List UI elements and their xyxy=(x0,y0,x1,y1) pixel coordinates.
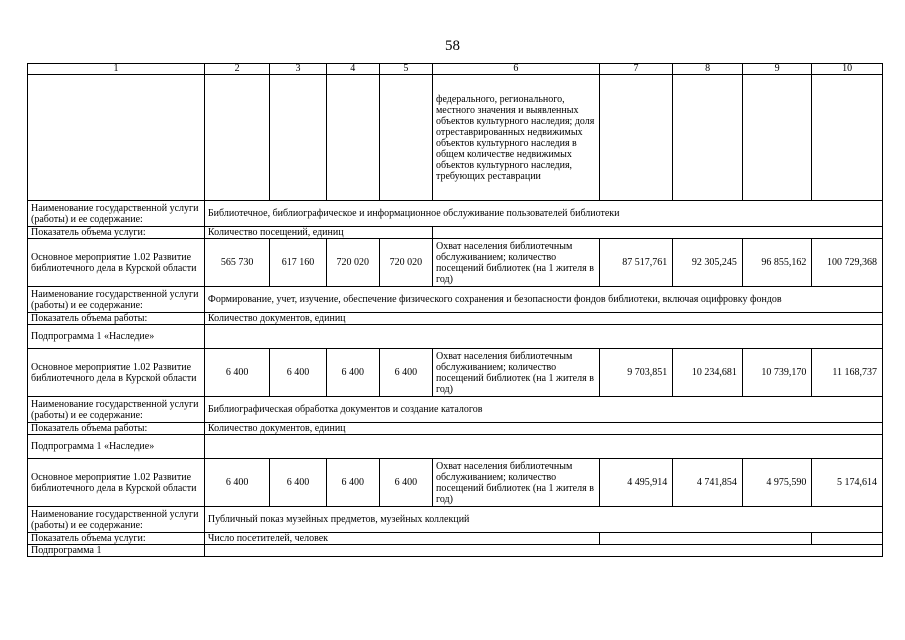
value-cell: 6 400 xyxy=(270,349,326,397)
value-cell: 617 160 xyxy=(270,239,326,287)
value-cell: 96 855,162 xyxy=(742,239,812,287)
value-cell: 9 703,851 xyxy=(599,349,673,397)
service-row xyxy=(28,397,883,423)
value-cell: 6 400 xyxy=(204,459,269,507)
service-name: Библиографическая обработка документов и создание каталогов xyxy=(204,397,882,423)
subprogram-row xyxy=(28,435,883,459)
event-label: Основное мероприятие 1.02 Развитие библиотечного дела в Курской области xyxy=(28,349,205,397)
indicator-value: Количество документов, единиц xyxy=(204,423,882,435)
indicator-value: Число посетителей, человек xyxy=(204,533,599,545)
value-cell: 11 168,737 xyxy=(812,349,883,397)
event-label: Основное мероприятие 1.02 Развитие библиотечного дела в Курской области xyxy=(28,459,205,507)
value-cell: 720 020 xyxy=(379,239,432,287)
indicator-label: Показатель объема услуги: xyxy=(28,227,205,239)
service-name: Библиотечное, библиографическое и информационное обслуживание пользователей библиотеки xyxy=(204,201,882,227)
service-row xyxy=(28,507,883,533)
column-header: 5 xyxy=(379,64,432,75)
column-header: 6 xyxy=(432,64,599,75)
value-cell: 10 739,170 xyxy=(742,349,812,397)
event-row xyxy=(28,239,883,287)
indicator-value: Количество документов, единиц xyxy=(204,313,882,325)
value-cell: 4 495,914 xyxy=(599,459,673,507)
value-cell: 6 400 xyxy=(379,349,432,397)
column-header: 8 xyxy=(673,64,743,75)
event-row xyxy=(28,349,883,397)
column-header: 2 xyxy=(204,64,269,75)
value-cell: 6 400 xyxy=(270,459,326,507)
indicator-row xyxy=(28,423,883,435)
service-row xyxy=(28,287,883,313)
measure-text: Охват населения библиотечным обслуживанием; количество посещений библиотек (на 1 жителя в год) xyxy=(432,349,599,397)
column-header: 7 xyxy=(599,64,673,75)
column-header: 1 xyxy=(28,64,205,75)
service-label: Наименование государственной услуги (работы) и ее содержание: xyxy=(28,287,205,313)
indicator-row xyxy=(28,313,883,325)
column-header: 10 xyxy=(812,64,883,75)
indicator-row xyxy=(28,227,883,239)
state-task-table xyxy=(27,63,883,557)
column-header: 3 xyxy=(270,64,326,75)
value-cell: 6 400 xyxy=(204,349,269,397)
service-row xyxy=(28,201,883,227)
page-number: 58 xyxy=(445,38,460,54)
event-row xyxy=(28,459,883,507)
column-header: 4 xyxy=(326,64,379,75)
subprogram-label: Подпрограмма 1 «Наследие» xyxy=(28,325,205,349)
service-name: Формирование, учет, изучение, обеспечение физического сохранения и безопасности фондов библиотеки, включая оцифровку фондов xyxy=(204,287,882,313)
subprogram-label: Подпрограмма 1 «Наследие» xyxy=(28,435,205,459)
value-cell: 92 305,245 xyxy=(673,239,743,287)
indicator-label: Показатель объема работы: xyxy=(28,313,205,325)
continuation-row xyxy=(28,75,883,201)
indicator-label: Показатель объема услуги: xyxy=(28,533,205,545)
value-cell: 6 400 xyxy=(326,349,379,397)
value-cell: 565 730 xyxy=(204,239,269,287)
value-cell: 100 729,368 xyxy=(812,239,883,287)
value-cell: 6 400 xyxy=(379,459,432,507)
measure-text: Охват населения библиотечным обслуживанием; количество посещений библиотек (на 1 жителя в год) xyxy=(432,239,599,287)
value-cell: 720 020 xyxy=(326,239,379,287)
column-header: 9 xyxy=(742,64,812,75)
service-label: Наименование государственной услуги (работы) и ее содержание: xyxy=(28,507,205,533)
value-cell: 4 741,854 xyxy=(673,459,743,507)
value-cell: 87 517,761 xyxy=(599,239,673,287)
value-cell: 6 400 xyxy=(326,459,379,507)
service-label: Наименование государственной услуги (работы) и ее содержание: xyxy=(28,397,205,423)
measure-text: Охват населения библиотечным обслуживанием; количество посещений библиотек (на 1 жителя в год) xyxy=(432,459,599,507)
service-name: Публичный показ музейных предметов, музейных коллекций xyxy=(204,507,882,533)
subprogram-row xyxy=(28,325,883,349)
indicator-value: Количество посещений, единиц xyxy=(204,227,432,239)
value-cell: 10 234,681 xyxy=(673,349,743,397)
subprogram-row xyxy=(28,545,883,557)
subprogram-label: Подпрограмма 1 xyxy=(28,545,205,557)
event-label: Основное мероприятие 1.02 Развитие библиотечного дела в Курской области xyxy=(28,239,205,287)
continuation-text: федерального, регионального, местного значения и выявленных объектов культурного наследия; доля отреставрированных недвижимых объектов культурного наследия в общем количестве недвижимых объектов культурного наследия, требующих реставрации xyxy=(432,75,599,201)
indicator-row xyxy=(28,533,883,545)
service-label: Наименование государственной услуги (работы) и ее содержание: xyxy=(28,201,205,227)
value-cell: 4 975,590 xyxy=(742,459,812,507)
indicator-label: Показатель объема работы: xyxy=(28,423,205,435)
value-cell: 5 174,614 xyxy=(812,459,883,507)
column-header-row xyxy=(28,64,883,75)
